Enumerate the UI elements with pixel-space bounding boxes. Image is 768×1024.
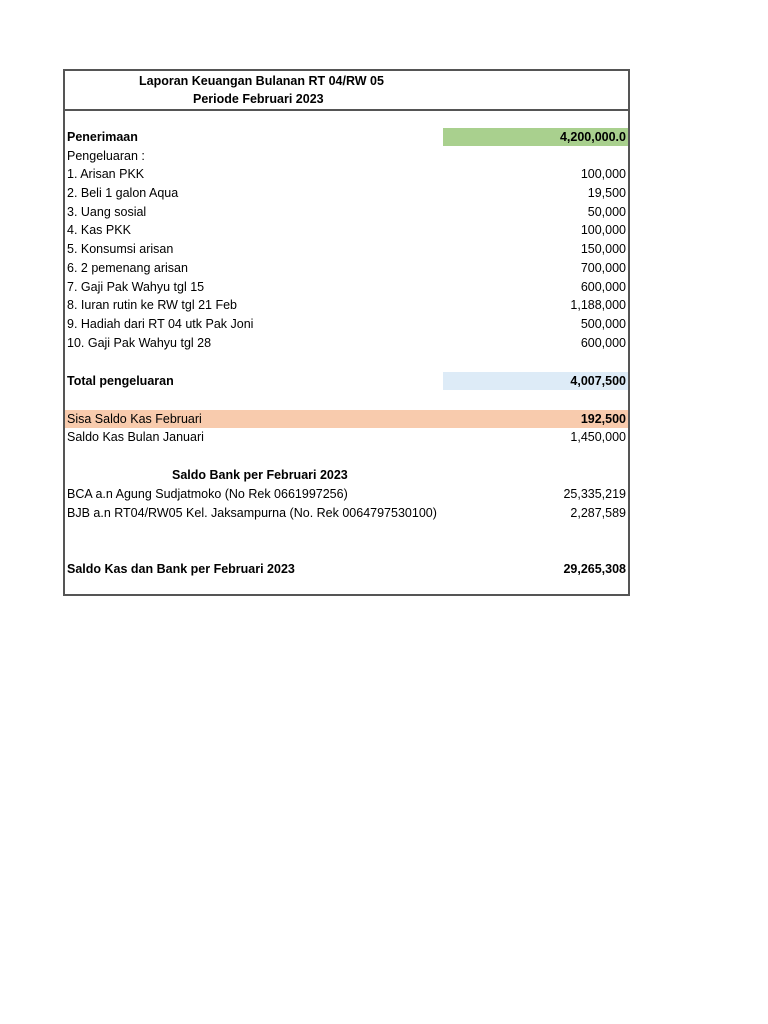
bank-account-label: BJB a.n RT04/RW05 Kel. Jaksampurna (No. Rek 0064797530100)	[67, 506, 437, 520]
expense-value: 500,000	[580, 317, 626, 331]
bank-account-value: 25,335,219	[563, 487, 626, 501]
expense-value: 100,000	[580, 223, 626, 237]
total-expenses-label: Total pengeluaran	[67, 374, 174, 388]
expense-row	[65, 315, 628, 333]
income-label: Penerimaan	[67, 130, 138, 144]
expense-label: 1. Arisan PKK	[67, 167, 145, 181]
expense-label: 4. Kas PKK	[67, 223, 131, 237]
grand-total-value: 29,265,308	[563, 562, 626, 576]
expense-value: 19,500	[587, 186, 626, 200]
january-cash-value: 1,450,000	[570, 430, 626, 444]
bank-heading: Saldo Bank per Februari 2023	[172, 468, 348, 482]
expense-row	[65, 203, 628, 221]
january-cash-row	[65, 428, 628, 446]
grand-total-row	[65, 560, 628, 578]
expense-row	[65, 184, 628, 202]
income-row	[65, 128, 628, 146]
financial-report-sheet	[63, 69, 630, 596]
expense-value: 700,000	[580, 261, 626, 275]
remaining-cash-label: Sisa Saldo Kas Februari	[67, 412, 202, 426]
bank-account-value: 2,287,589	[570, 506, 626, 520]
expense-value: 150,000	[580, 242, 626, 256]
expense-label: 10. Gaji Pak Wahyu tgl 28	[67, 336, 212, 350]
bank-heading-row	[65, 466, 628, 484]
remaining-cash-value: 192,500	[580, 412, 626, 426]
expense-label: 5. Konsumsi arisan	[67, 242, 174, 256]
expense-label: 9. Hadiah dari RT 04 utk Pak Joni	[67, 317, 254, 331]
expense-row	[65, 334, 628, 352]
remaining-cash-row	[65, 410, 628, 428]
report-title-box	[65, 71, 628, 111]
report-title: Laporan Keuangan Bulanan RT 04/RW 05	[139, 74, 384, 88]
expense-row	[65, 296, 628, 314]
expense-row	[65, 259, 628, 277]
expense-row	[65, 165, 628, 183]
total-expenses-row	[65, 372, 628, 390]
grand-total-label: Saldo Kas dan Bank per Februari 2023	[67, 562, 295, 576]
bank-account-row	[65, 485, 628, 503]
expense-value: 50,000	[587, 205, 626, 219]
expense-label: 2. Beli 1 galon Aqua	[67, 186, 179, 200]
expense-label: 8. Iuran rutin ke RW tgl 21 Feb	[67, 298, 237, 312]
expense-row	[65, 278, 628, 296]
expense-value: 100,000	[580, 167, 626, 181]
income-value: 4,200,000.0	[559, 130, 626, 144]
expense-row	[65, 221, 628, 239]
report-period: Periode Februari 2023	[193, 92, 324, 106]
expense-label: 6. 2 pemenang arisan	[67, 261, 188, 275]
expense-label: 3. Uang sosial	[67, 205, 147, 219]
january-cash-label: Saldo Kas Bulan Januari	[67, 430, 204, 444]
expense-value: 1,188,000	[570, 298, 626, 312]
expense-row	[65, 240, 628, 258]
total-expenses-value: 4,007,500	[570, 374, 626, 388]
expense-value: 600,000	[580, 280, 626, 294]
bank-account-label: BCA a.n Agung Sudjatmoko (No Rek 0661997256)	[67, 487, 348, 501]
expense-value: 600,000	[580, 336, 626, 350]
expenses-heading-row	[65, 147, 628, 165]
expenses-heading: Pengeluaran :	[67, 149, 145, 163]
expense-label: 7. Gaji Pak Wahyu tgl 15	[67, 280, 205, 294]
bank-account-row	[65, 504, 628, 522]
